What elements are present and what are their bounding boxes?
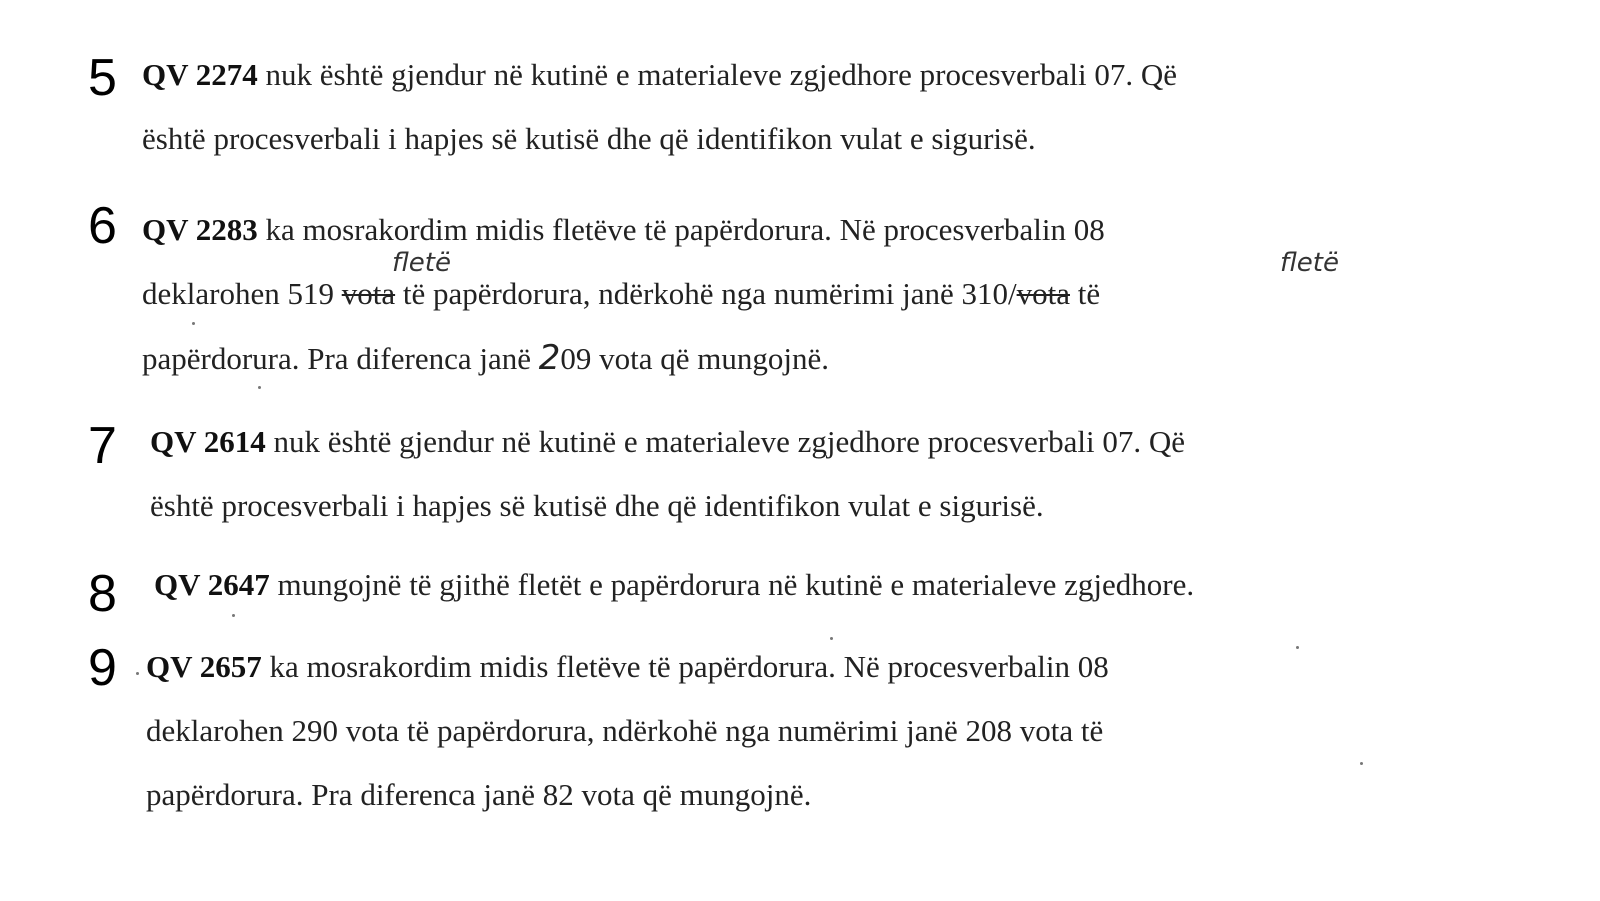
handwritten-annotation: fletë [1280,248,1339,278]
item-9-line-1: QV 2657 ka mosrakordim midis fletëve të papërdorura. Në procesverbalin 08 [146,649,1109,684]
item-8-line-1: QV 2647 mungojnë të gjithë fletët e papërdorura në kutinë e materialeve zgjedhore. [154,567,1195,602]
scan-speck [136,672,139,675]
scan-speck [232,614,235,617]
qv-code: QV 2657 [146,649,262,684]
item-8-text [154,553,1414,617]
qv-code: QV 2283 [142,212,258,247]
item-7-line-1: QV 2614 nuk është gjendur në kutinë e materialeve zgjedhore procesverbali 07. Që [150,424,1186,459]
scan-speck [192,322,195,325]
item-number: 9 [88,639,117,697]
scan-speck [1360,762,1363,765]
item-6-line-3: papërdorura. Pra diferenca janë 209 vota që mungojnë. [142,338,830,378]
item-5-text [142,43,1402,171]
item-number: 6 [88,197,117,255]
scan-speck [1296,646,1299,649]
handwritten-digit: 2 [538,338,561,378]
item-6-line-2: deklarohen 519 vota të papërdorura, ndërkohë nga numërimi janë 310/vota të [142,276,1101,311]
item-9-text [146,635,1342,827]
item-9-line-2: deklarohen 290 vota të papërdorura, ndërkohë nga numërimi janë 208 vota të [146,713,1104,748]
item-number: 7 [88,417,117,475]
item-7-text [150,410,1390,538]
struck-word: vota [341,276,396,311]
scan-speck [830,637,833,640]
struck-word: vota [1016,276,1070,311]
item-number: 8 [88,565,117,623]
qv-code: QV 2614 [150,424,266,459]
item-6-line-1: QV 2283 ka mosrakordim midis fletëve të papërdorura. Në procesverbalin 08 [142,212,1105,247]
qv-code: QV 2274 [142,57,258,92]
qv-code: QV 2647 [154,567,270,602]
item-5-line-1: QV 2274 nuk është gjendur në kutinë e materialeve zgjedhore procesverbali 07. Që [142,57,1178,92]
item-5-line-2: është procesverbali i hapjes së kutisë dhe që identifikon vulat e sigurisë. [142,121,1036,156]
item-number: 5 [88,49,117,107]
handwritten-annotation: fletë [392,248,451,278]
item-6-text [142,198,1364,391]
item-7-line-2: është procesverbali i hapjes së kutisë dhe që identifikon vulat e sigurisë. [150,488,1044,523]
scan-speck [258,386,261,389]
item-9-line-3: papërdorura. Pra diferenca janë 82 vota që mungojnë. [146,777,812,812]
